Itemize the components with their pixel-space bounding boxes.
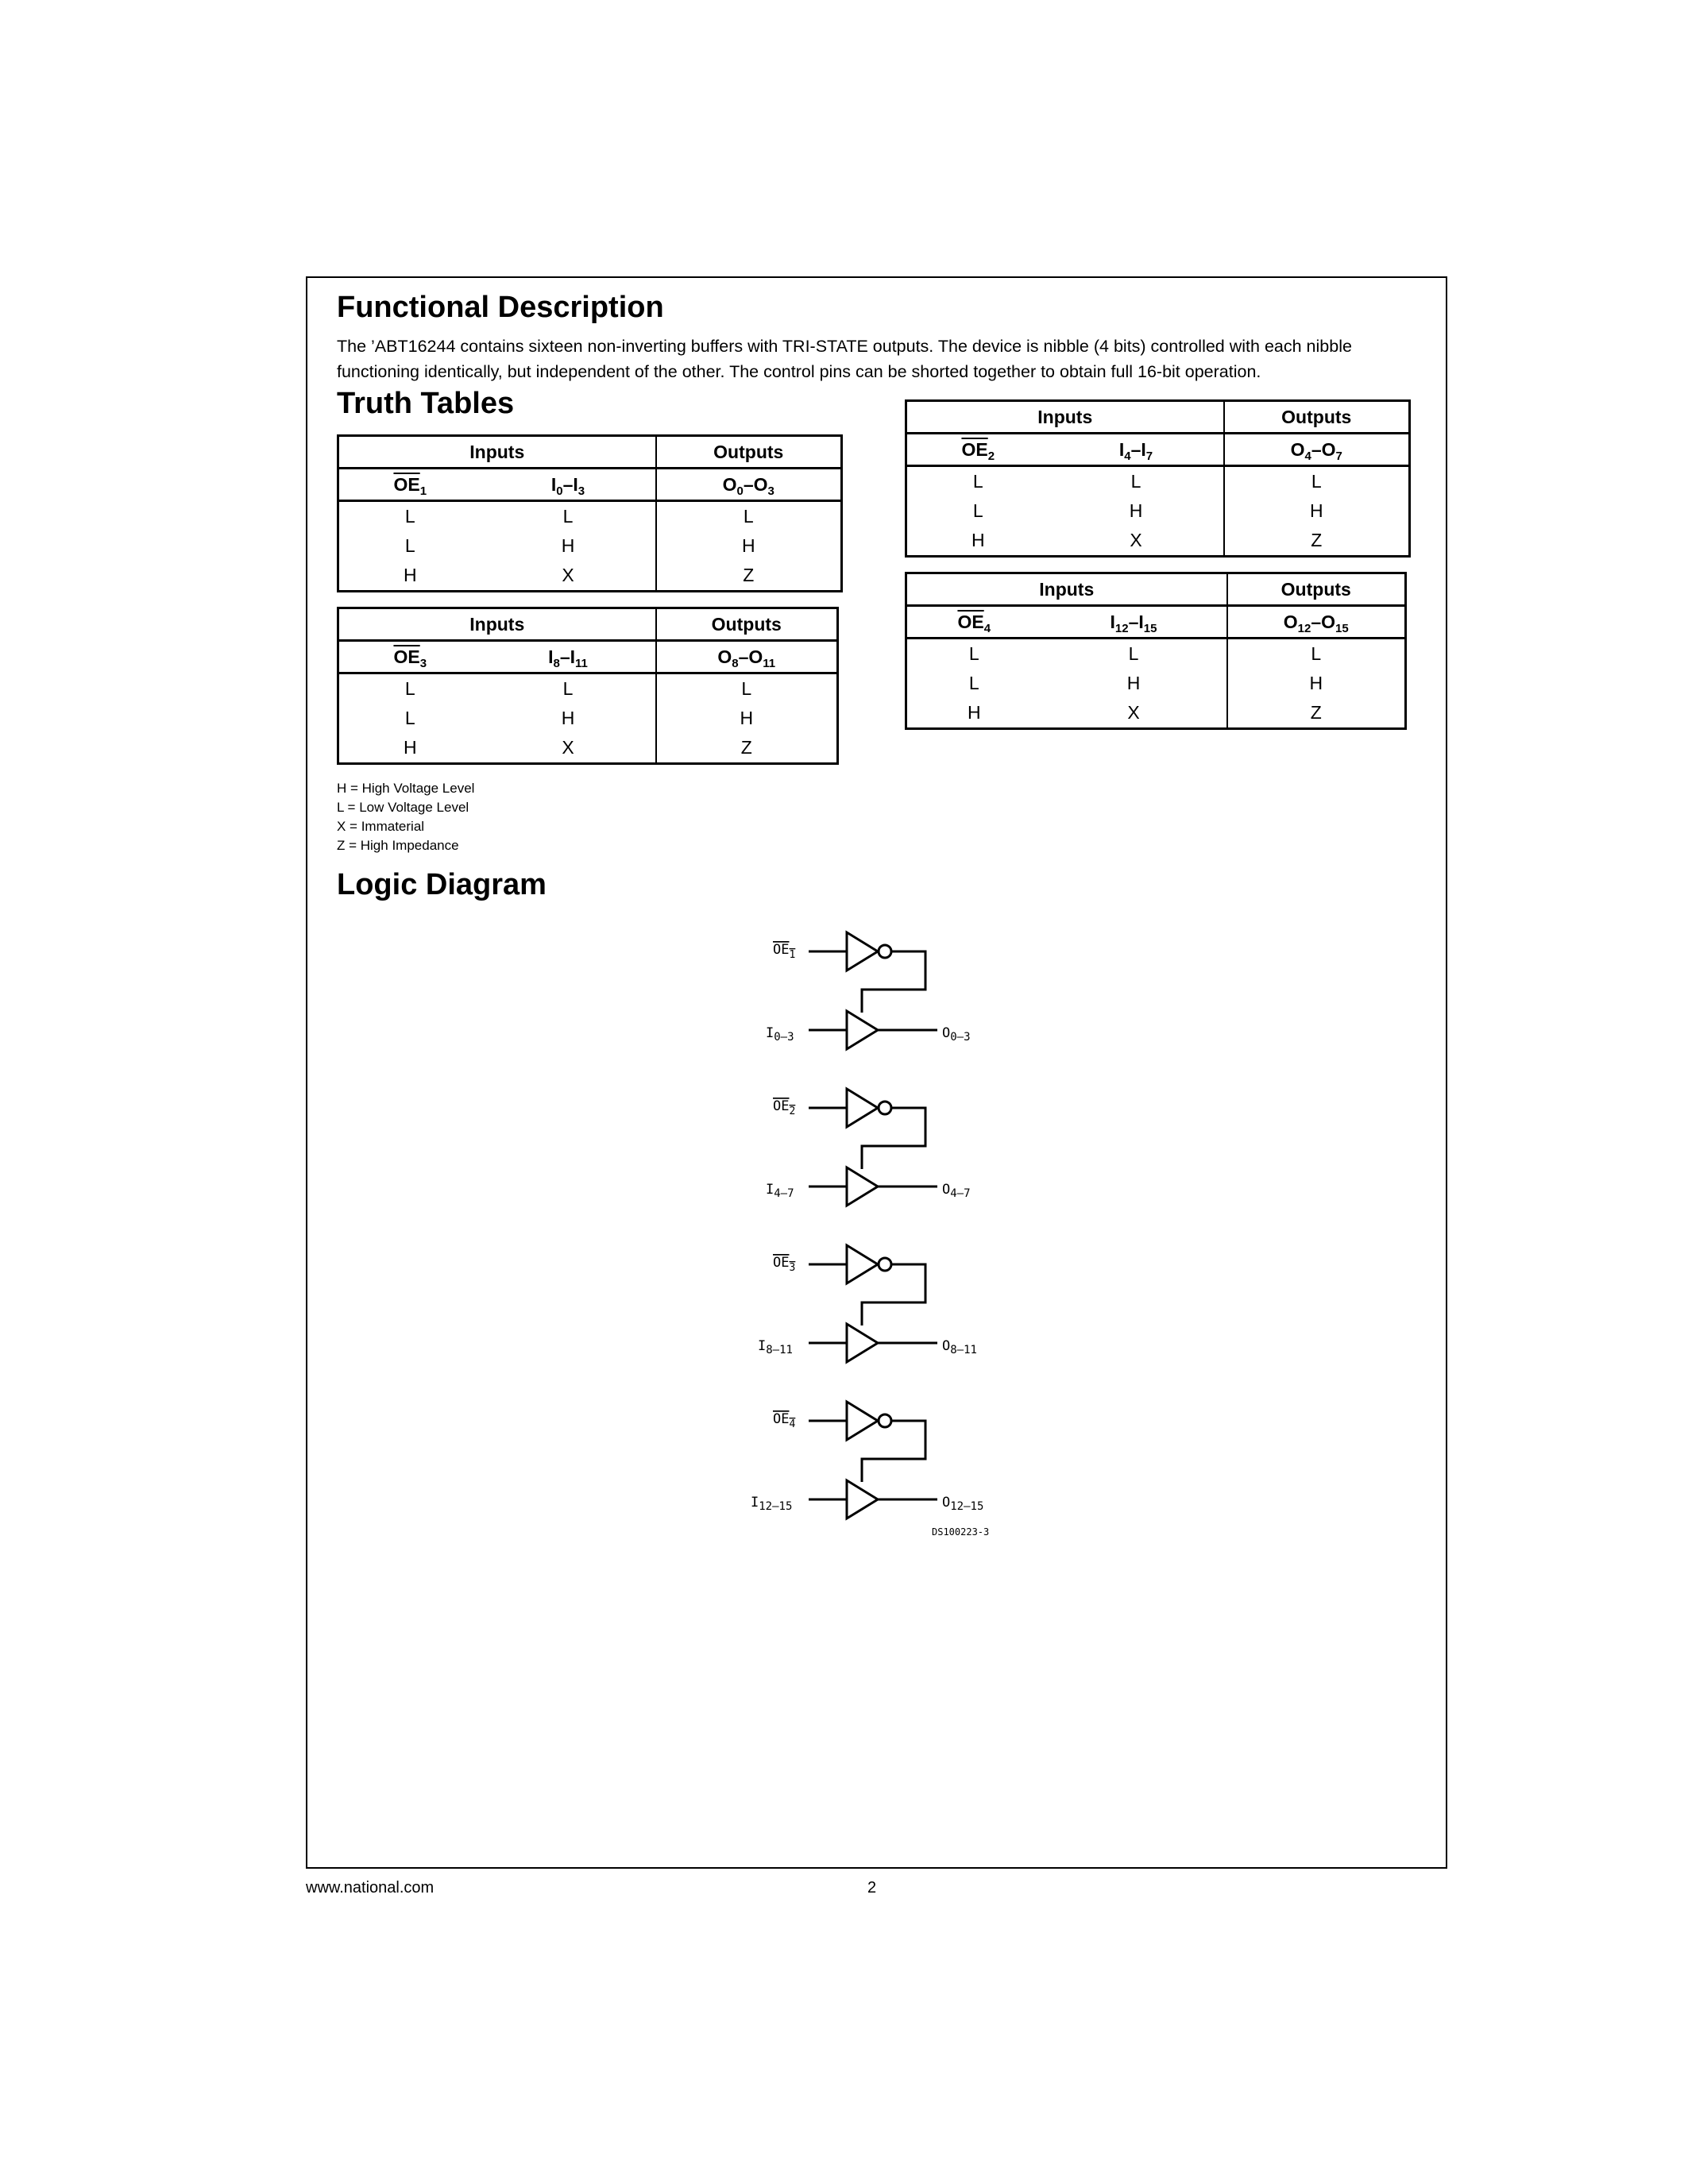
cell-output: Z [743,565,755,585]
table-row [906,496,1410,526]
tristate-buffer [847,1480,878,1518]
cell-input: L [481,673,656,704]
oe2-label: $OE_2$ [773,1098,796,1117]
table-row [338,733,838,764]
cell-output: Z [1311,530,1323,550]
oe-column-header: $\overline{OE}_2$ [906,434,1049,466]
enable-inverter-buffer [847,1089,878,1127]
cell-input: H [481,704,656,733]
cell-input: H [481,531,656,561]
truth-tables-heading: Truth Tables [337,387,515,420]
input-label: $I_{4-7}$ [766,1182,794,1200]
input-column-header: $I_0-I_3$ [481,469,656,501]
cell-output: L [1311,643,1322,664]
truth-table-legend [337,779,474,855]
cell-oe: H [403,565,417,585]
inversion-bubble [879,1414,891,1427]
page-number: 2 [867,1879,877,1897]
legend-item: H = High Voltage Level [337,781,475,796]
buffer-group-4 [809,1402,937,1518]
inputs-header: Inputs [338,436,656,469]
table-row [338,531,842,561]
output-column-header: $O_0-O_3$ [656,469,842,501]
oe-column-header: $\overline{OE}_4$ [906,606,1041,639]
inversion-bubble [879,1102,891,1114]
cell-input: X [481,733,656,764]
table-row [906,669,1406,698]
outputs-header: Outputs [1224,401,1410,434]
output-label: $O_{12-15}$ [942,1495,984,1513]
input-column-header: $I_4-I_7$ [1049,434,1224,466]
table-row [338,501,842,532]
cell-oe: H [403,737,417,758]
cell-oe: L [968,673,979,693]
oe4-label: $OE_4$ [773,1411,796,1430]
inversion-bubble [879,1258,891,1271]
inputs-header: Inputs [906,573,1227,606]
truth-table-oe4 [905,572,1407,730]
oe1-label: $OE_1$ [773,942,796,961]
legend-item: L = Low Voltage Level [337,800,469,815]
input-column-header: $I_8-I_{11}$ [481,641,656,673]
cell-output: H [741,535,755,556]
outputs-header: Outputs [656,436,842,469]
truth-table-oe1 [337,434,843,592]
logic-diagram-heading: Logic Diagram [337,868,547,901]
cell-oe: H [971,530,985,550]
cell-input: L [481,501,656,532]
output-label: $O_{4-7}$ [942,1182,971,1200]
output-column-header: $O_4-O_7$ [1224,434,1410,466]
oe-column-header: $\overline{OE}_1$ [338,469,481,501]
cell-oe: L [404,535,415,556]
cell-oe: L [404,506,415,527]
input-label: $I_{8-11}$ [758,1338,793,1356]
table-row [906,526,1410,557]
cell-input: X [481,561,656,592]
cell-input: L [1049,466,1224,497]
cell-oe: L [972,500,983,521]
figure-id: DS100223-3 [932,1526,990,1538]
enable-inverter-buffer [847,1402,878,1440]
cell-output: L [743,506,754,527]
cell-output: Z [1310,702,1322,723]
outputs-header: Outputs [656,608,838,641]
inputs-header: Inputs [338,608,656,641]
table-row [906,466,1410,497]
tristate-buffer [847,1324,878,1362]
cell-output: H [1309,500,1323,521]
cell-input: L [1041,639,1227,669]
inversion-bubble [879,945,891,958]
output-column-header: $O_{12}-O_{15}$ [1227,606,1406,639]
cell-oe: L [972,471,983,492]
cell-input: H [1041,669,1227,698]
footer-url: www.national.com [306,1879,435,1897]
buffer-group-1 [809,932,937,1049]
input-column-header: $I_{12}-I_{15}$ [1041,606,1227,639]
enable-inverter-buffer [847,1245,878,1283]
cell-output: H [1309,673,1323,693]
truth-table-oe2 [905,399,1411,558]
table-row [338,673,838,704]
cell-input: X [1041,698,1227,729]
table-row [338,561,842,592]
legend-item: X = Immaterial [337,819,425,834]
cell-oe: L [404,708,415,728]
logic-diagram [747,921,1017,1572]
functional-description-text: The ’ABT16244 contains sixteen non-inverting buffers with TRI-STATE outputs. The device is nibble (4 bits) controlled with each nibble functioning identically, but independent of the other. The control pins can be shorted together to obtain full 16-bit operation. [337,337,1352,381]
table-row [906,639,1406,669]
input-label: $I_{0-3}$ [766,1025,794,1044]
output-label: $O_{8-11}$ [942,1338,977,1356]
buffer-group-3 [809,1245,937,1362]
oe-column-header: $\overline{OE}_3$ [338,641,481,673]
input-label: $I_{12-15}$ [751,1495,793,1513]
cell-oe: H [967,702,981,723]
legend-item: Z = High Impedance [337,838,459,853]
cell-oe: L [968,643,979,664]
cell-output: H [740,708,754,728]
inputs-header: Inputs [906,401,1224,434]
enable-inverter-buffer [847,932,878,970]
output-label: $O_{0-3}$ [942,1025,971,1044]
tristate-buffer [847,1167,878,1206]
outputs-header: Outputs [1227,573,1406,606]
tristate-buffer [847,1011,878,1049]
functional-description-heading: Functional Description [337,291,664,324]
cell-output: L [741,678,752,699]
cell-input: X [1049,526,1224,557]
cell-output: Z [740,737,752,758]
cell-output: L [1311,471,1322,492]
oe3-label: $OE_3$ [773,1255,796,1274]
truth-table-oe3 [337,607,839,765]
output-column-header: $O_8-O_{11}$ [656,641,838,673]
cell-input: H [1049,496,1224,526]
buffer-group-2 [809,1089,937,1206]
cell-oe: L [404,678,415,699]
table-row [338,704,838,733]
table-row [906,698,1406,729]
